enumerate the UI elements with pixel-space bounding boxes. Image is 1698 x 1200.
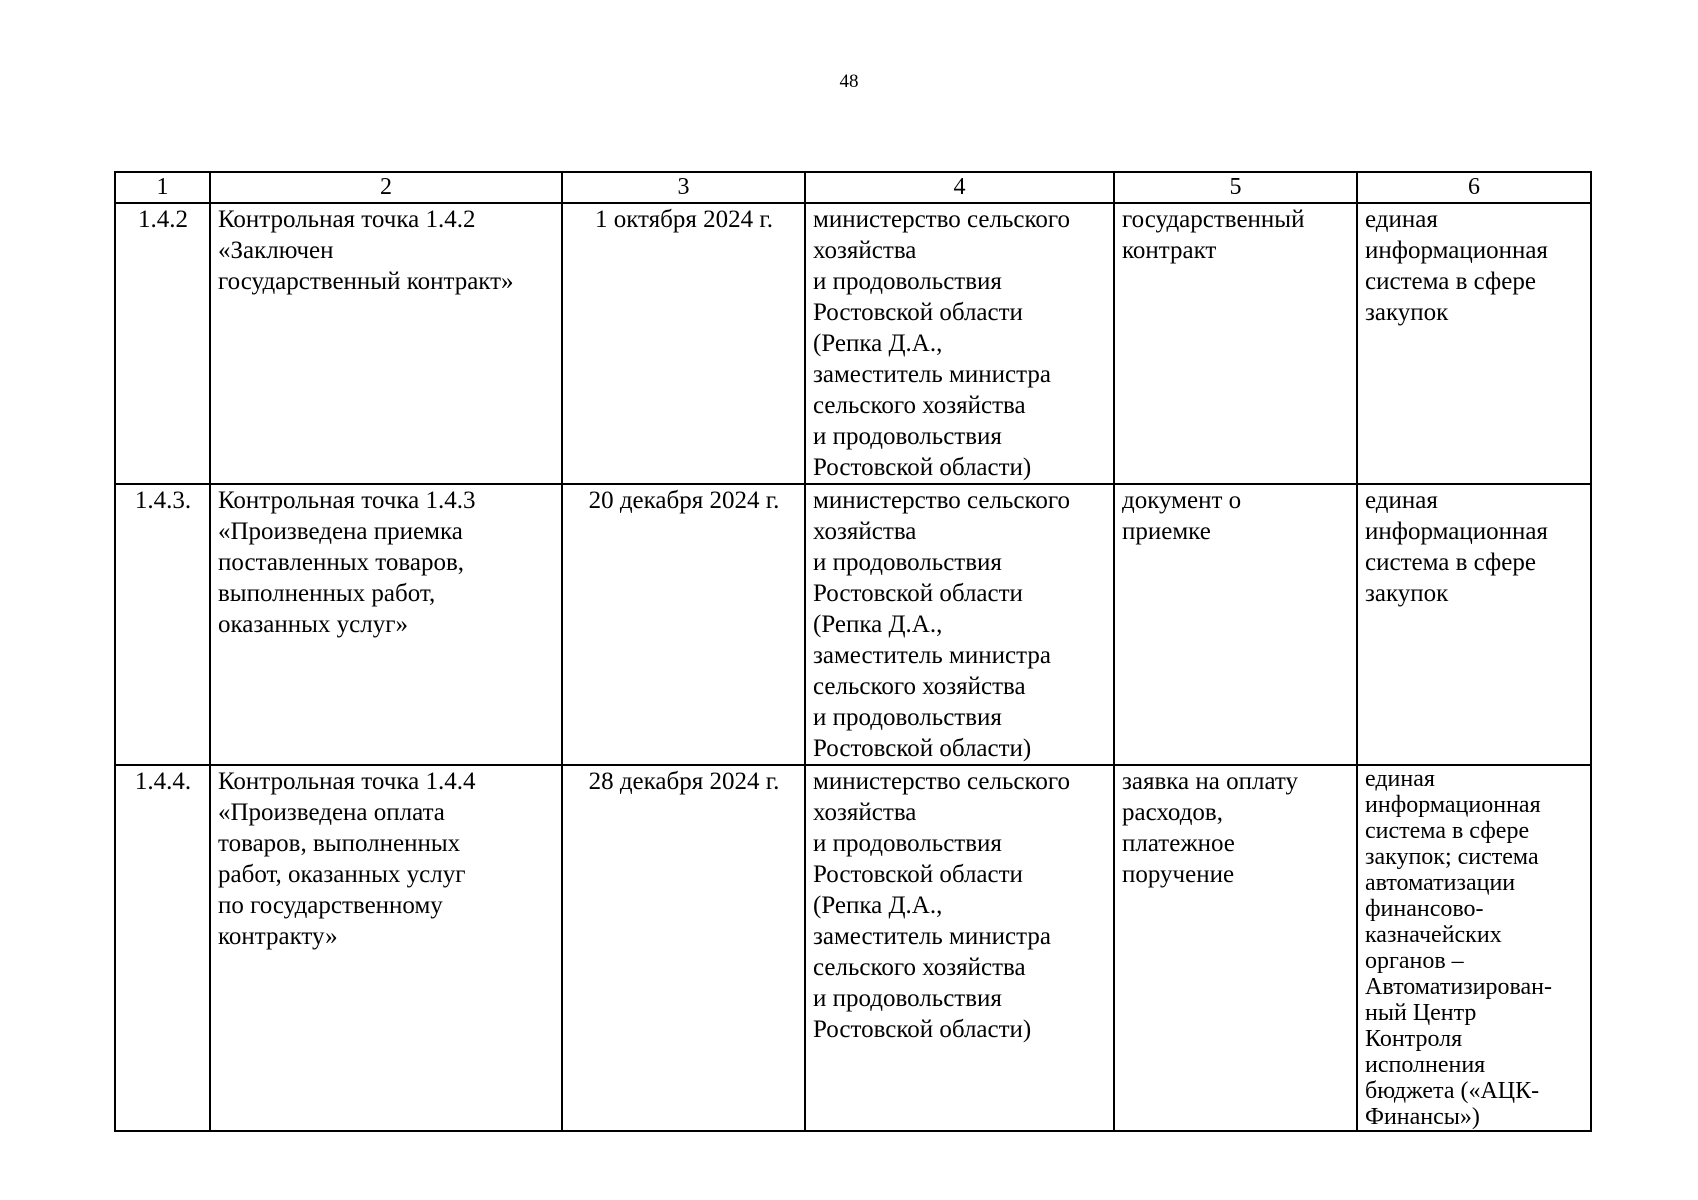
text-line: и продовольствия	[813, 549, 1002, 576]
text-line: система в сфере	[1365, 268, 1536, 295]
row-number-cell: 1.4.3.	[115, 484, 210, 765]
text-line: система в сфере	[1365, 549, 1536, 576]
row-number-cell: 1.4.2	[115, 203, 210, 484]
text-line: единая	[1365, 487, 1438, 514]
text-line: поручение	[1122, 861, 1235, 888]
text-line: Автоматизирован-	[1365, 974, 1552, 1000]
column-header-1: 1	[115, 172, 210, 203]
text-line: и продовольствия	[813, 704, 1002, 731]
text-line: органов –	[1365, 948, 1464, 974]
text-line: сельского хозяйства	[813, 673, 1026, 700]
information-system-cell	[1357, 484, 1591, 765]
text-line: документ о	[1122, 487, 1242, 514]
text-line: оказанных услуг»	[218, 611, 408, 638]
text-line: бюджета («АЦК-	[1365, 1078, 1540, 1104]
text-line: приемке	[1122, 518, 1211, 545]
text-line: министерство сельского	[813, 487, 1070, 514]
text-line: хозяйства	[813, 237, 917, 264]
text-line: (Репка Д.А.,	[813, 611, 943, 638]
text-line: Контрольная точка 1.4.4	[218, 768, 476, 795]
text-line: хозяйства	[813, 518, 917, 545]
text-line: «Произведена оплата	[218, 799, 445, 826]
text-line: и продовольствия	[813, 423, 1002, 450]
text-line: заместитель министра	[813, 923, 1051, 950]
text-line: Ростовской области	[813, 861, 1023, 888]
text-line: закупок	[1365, 299, 1449, 326]
page-number: 48	[839, 71, 859, 92]
text-line: «Произведена приемка	[218, 518, 463, 545]
text-line: министерство сельского	[813, 206, 1070, 233]
text-line: поставленных товаров,	[218, 549, 464, 576]
responsible-cell	[805, 484, 1114, 765]
text-line: Контрольная точка 1.4.3	[218, 487, 476, 514]
column-header-5: 5	[1114, 172, 1357, 203]
text-line: «Заключен	[218, 237, 334, 264]
text-line: Контроля	[1365, 1026, 1463, 1052]
document-cell	[1114, 203, 1357, 484]
table-row	[115, 203, 1591, 484]
row-number-cell: 1.4.4.	[115, 765, 210, 1131]
text-line: (Репка Д.А.,	[813, 330, 943, 357]
text-line: товаров, выполненных	[218, 830, 461, 857]
text-line: Ростовской области	[813, 580, 1023, 607]
column-header-4: 4	[805, 172, 1114, 203]
document-cell	[1114, 765, 1357, 1131]
control-point-name-cell	[210, 203, 562, 484]
text-line: закупок	[1365, 580, 1449, 607]
text-line: расходов,	[1122, 799, 1223, 826]
text-line: министерство сельского	[813, 768, 1070, 795]
text-line: платежное	[1122, 830, 1235, 857]
information-system-cell	[1357, 203, 1591, 484]
text-line: Финансы»)	[1365, 1104, 1480, 1130]
responsible-cell	[805, 765, 1114, 1131]
text-line: единая	[1365, 766, 1435, 792]
text-line: закупок; система	[1365, 844, 1539, 870]
column-header-2: 2	[210, 172, 562, 203]
text-line: по государственному	[218, 892, 443, 919]
table-row	[115, 484, 1591, 765]
document-cell	[1114, 484, 1357, 765]
text-line: информационная	[1365, 237, 1548, 264]
text-line: сельского хозяйства	[813, 392, 1026, 419]
date-cell: 28 декабря 2024 г.	[562, 765, 805, 1131]
text-line: контракту»	[218, 923, 338, 950]
text-line: и продовольствия	[813, 985, 1002, 1012]
text-line: информационная	[1365, 518, 1548, 545]
text-line: система в сфере	[1365, 818, 1530, 844]
text-line: (Репка Д.А.,	[813, 892, 943, 919]
text-line: государственный	[1122, 206, 1305, 233]
table-header-row	[115, 172, 1591, 203]
text-line: заявка на оплату	[1122, 768, 1299, 795]
information-system-cell	[1357, 765, 1591, 1131]
text-line: и продовольствия	[813, 268, 1002, 295]
control-points-table	[114, 171, 1592, 1132]
table-row	[115, 765, 1591, 1131]
text-line: заместитель министра	[813, 642, 1051, 669]
text-line: информационная	[1365, 792, 1541, 818]
text-line: Ростовской области	[813, 299, 1023, 326]
text-line: государственный контракт»	[218, 268, 514, 295]
date-cell: 1 октября 2024 г.	[562, 203, 805, 484]
date-cell: 20 декабря 2024 г.	[562, 484, 805, 765]
column-header-6: 6	[1357, 172, 1591, 203]
text-line: казначейских	[1365, 922, 1502, 948]
text-line: финансово-	[1365, 896, 1484, 922]
text-line: работ, оказанных услуг	[218, 861, 466, 888]
text-line: и продовольствия	[813, 830, 1002, 857]
control-point-name-cell	[210, 484, 562, 765]
text-line: хозяйства	[813, 799, 917, 826]
responsible-cell	[805, 203, 1114, 484]
text-line: заместитель министра	[813, 361, 1051, 388]
text-line: единая	[1365, 206, 1438, 233]
text-line: автоматизации	[1365, 870, 1516, 896]
text-line: контракт	[1122, 237, 1217, 264]
text-line: исполнения	[1365, 1052, 1486, 1078]
text-line: ный Центр	[1365, 1000, 1477, 1026]
text-line: Ростовской области)	[813, 1016, 1032, 1043]
text-line: выполненных работ,	[218, 580, 436, 607]
text-line: сельского хозяйства	[813, 954, 1026, 981]
column-header-3: 3	[562, 172, 805, 203]
control-point-name-cell	[210, 765, 562, 1131]
text-line: Ростовской области)	[813, 454, 1032, 481]
text-line: Ростовской области)	[813, 735, 1032, 762]
text-line: Контрольная точка 1.4.2	[218, 206, 476, 233]
